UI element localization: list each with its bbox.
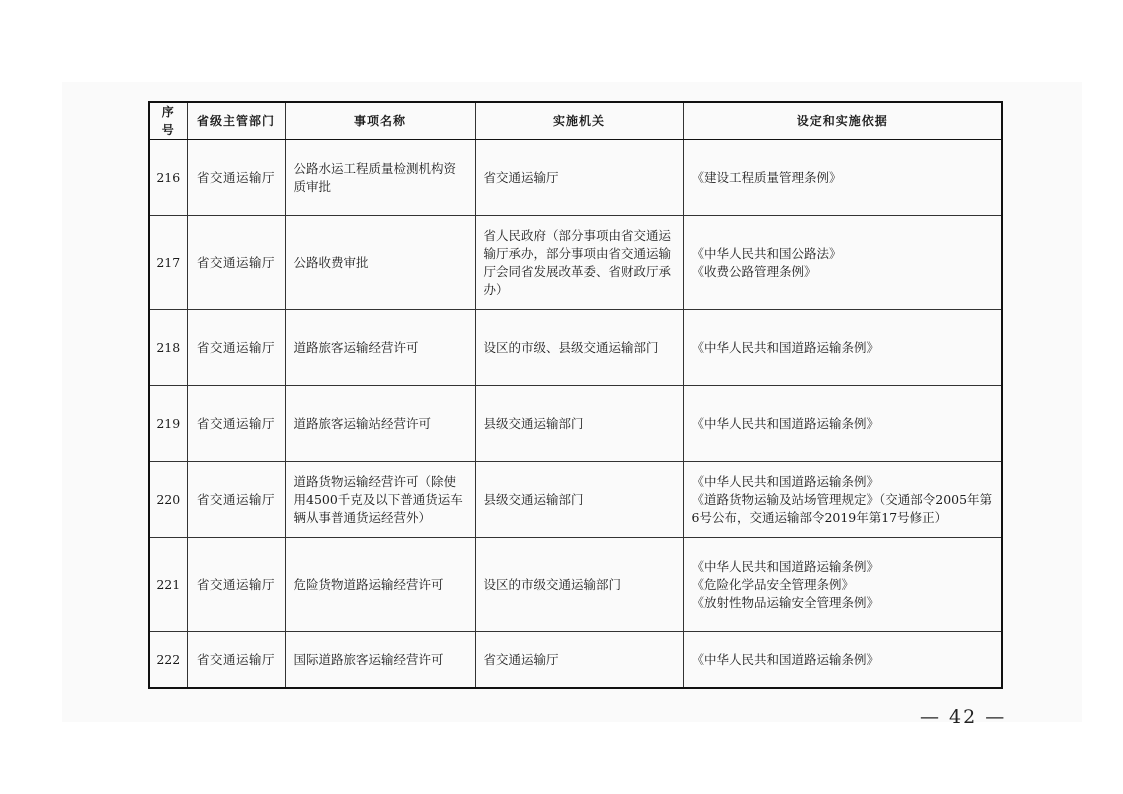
header-seq: 序号 <box>149 102 187 140</box>
table-row <box>149 216 1002 310</box>
cell-seq: 219 <box>149 386 187 462</box>
cell-item: 道路货物运输经营许可（除使用4500千克及以下普通货运车辆从事普通货运经营外） <box>285 462 475 538</box>
cell-agency: 县级交通运输部门 <box>475 462 683 538</box>
cell-item: 公路水运工程质量检测机构资质审批 <box>285 140 475 216</box>
table-row <box>149 386 1002 462</box>
header-basis: 设定和实施依据 <box>683 102 1002 140</box>
cell-basis <box>683 310 1002 386</box>
cell-seq: 216 <box>149 140 187 216</box>
cell-item: 国际道路旅客运输经营许可 <box>285 632 475 689</box>
cell-agency: 省交通运输厅 <box>475 140 683 216</box>
cell-agency: 省人民政府（部分事项由省交通运输厅承办，部分事项由省交通运输厅会同省发展改革委、省财政厅承办） <box>475 216 683 310</box>
cell-basis <box>683 216 1002 310</box>
table-header-row <box>149 102 1002 140</box>
basis-line: 《中华人民共和国公路法》 <box>691 245 842 261</box>
page-number: — 42 — <box>920 706 1007 728</box>
table-row <box>149 140 1002 216</box>
basis-line: 《道路货物运输及站场管理规定》（交通部令2005年第6号公布，交通运输部令2019年第17号修正） <box>691 491 993 525</box>
cell-seq: 218 <box>149 310 187 386</box>
basis-line: 《放射性物品运输安全管理条例》 <box>691 594 880 610</box>
cell-agency: 设区的市级、县级交通运输部门 <box>475 310 683 386</box>
table-row <box>149 462 1002 538</box>
basis-line: 《中华人民共和国道路运输条例》 <box>691 473 880 489</box>
basis-line: 《中华人民共和国道路运输条例》 <box>691 651 880 667</box>
basis-line: 《中华人民共和国道路运输条例》 <box>691 339 880 355</box>
approval-items-table <box>148 101 1003 689</box>
cell-basis <box>683 538 1002 632</box>
cell-item: 道路旅客运输经营许可 <box>285 310 475 386</box>
header-agency: 实施机关 <box>475 102 683 140</box>
basis-line: 《收费公路管理条例》 <box>691 263 817 279</box>
cell-item: 公路收费审批 <box>285 216 475 310</box>
basis-line: 《危险化学品安全管理条例》 <box>691 576 855 592</box>
cell-seq: 221 <box>149 538 187 632</box>
header-item: 事项名称 <box>285 102 475 140</box>
header-dept: 省级主管部门 <box>187 102 285 140</box>
table-row <box>149 632 1002 689</box>
cell-dept: 省交通运输厅 <box>187 538 285 632</box>
cell-item: 危险货物道路运输经营许可 <box>285 538 475 632</box>
cell-agency: 省交通运输厅 <box>475 632 683 689</box>
cell-basis <box>683 386 1002 462</box>
cell-item: 道路旅客运输站经营许可 <box>285 386 475 462</box>
basis-line: 《建设工程质量管理条例》 <box>691 169 842 185</box>
cell-agency: 县级交通运输部门 <box>475 386 683 462</box>
cell-basis <box>683 462 1002 538</box>
cell-dept: 省交通运输厅 <box>187 462 285 538</box>
cell-dept: 省交通运输厅 <box>187 310 285 386</box>
table-row <box>149 310 1002 386</box>
cell-dept: 省交通运输厅 <box>187 140 285 216</box>
cell-dept: 省交通运输厅 <box>187 386 285 462</box>
cell-agency: 设区的市级交通运输部门 <box>475 538 683 632</box>
table-row <box>149 538 1002 632</box>
cell-dept: 省交通运输厅 <box>187 632 285 689</box>
cell-basis <box>683 140 1002 216</box>
basis-line: 《中华人民共和国道路运输条例》 <box>691 415 880 431</box>
basis-line: 《中华人民共和国道路运输条例》 <box>691 558 880 574</box>
cell-dept: 省交通运输厅 <box>187 216 285 310</box>
cell-seq: 217 <box>149 216 187 310</box>
cell-seq: 222 <box>149 632 187 689</box>
cell-seq: 220 <box>149 462 187 538</box>
cell-basis <box>683 632 1002 689</box>
